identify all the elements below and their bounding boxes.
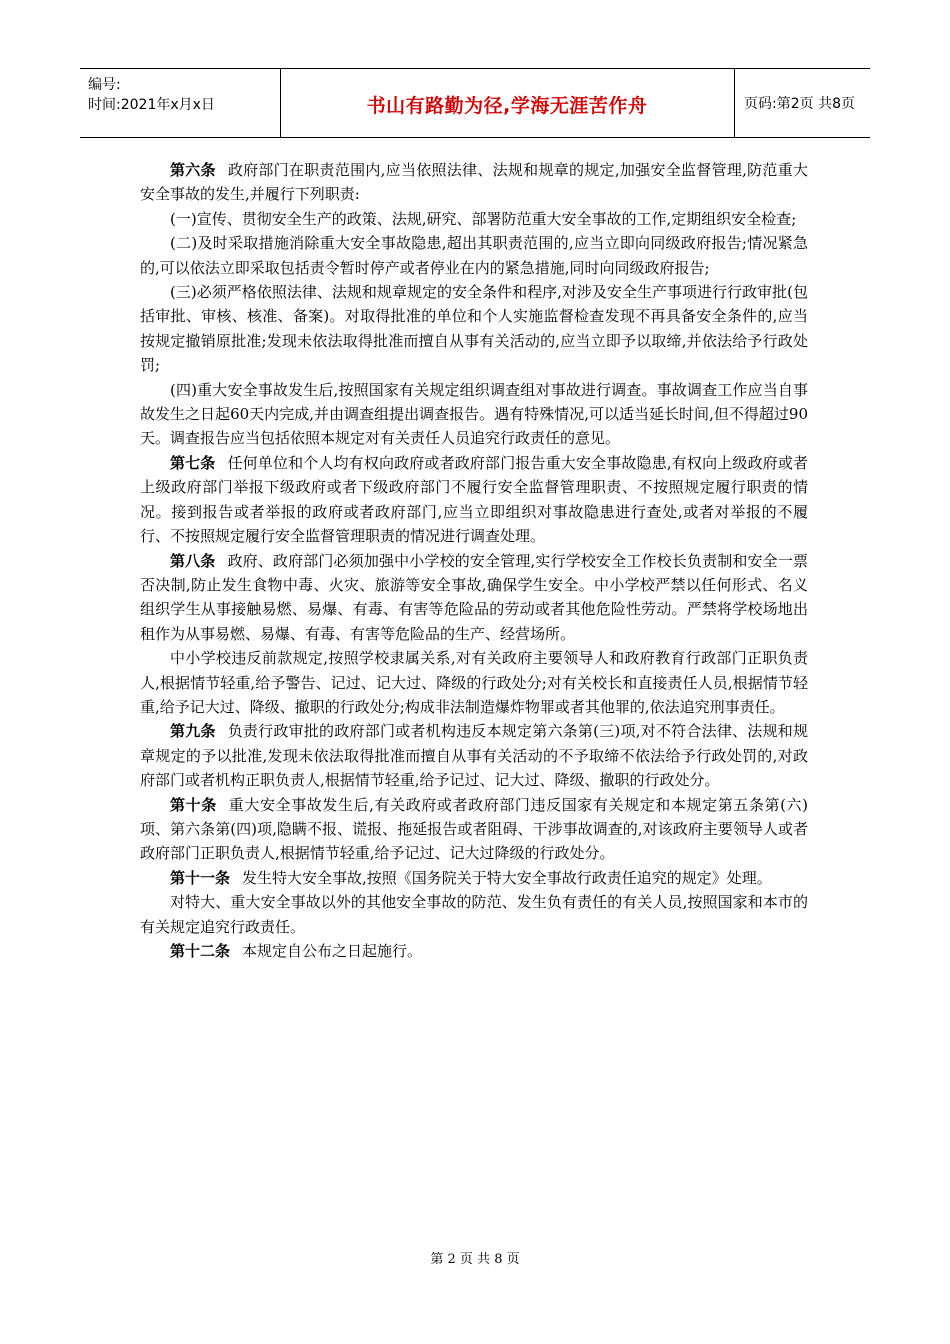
article-paragraph [140,866,808,890]
page-header [80,68,870,138]
article-title: 第六条 [170,161,216,179]
article-text: 中小学校违反前款规定,按照学校隶属关系,对有关政府主要领导人和政府教育行政部门正职负责人,根据情节轻重,给予警告、记过、记大过、降级的行政处分;对有关校长和直接责任人员,根据情节轻重,给予记大过、降级、撤职的行政处分;构成非法制造爆炸物罪或者其他罪的,依法追究刑事责任。 [140,649,808,716]
article-paragraph [140,451,808,549]
article-text: (四)重大安全事故发生后,按照国家有关规定组织调查组对事故进行调查。事故调查工作应当自事故发生之日起60天内完成,并由调查组提出调查报告。遇有特殊情况,可以适当延长时间,但不得超过90天。调查报告应当包括依照本规定对有关责任人员追究行政责任的意见。 [140,380,808,448]
article-paragraph [140,719,808,792]
article-text: (二)及时采取措施消除重大安全事故隐患,超出其职责范围的,应当立即向同级政府报告;情况紧急的,可以依法立即采取包括责令暂时停产或者停业在内的紧急措施,同时向同级政府报告; [140,234,808,277]
article-paragraph [140,231,808,280]
header-motto: 书山有路勤为径,学海无涯苦作舟 [366,95,648,117]
document-number-label: 编号: [88,77,121,93]
article-paragraph [140,158,808,207]
article-title: 第十一条 [170,868,231,887]
article-text: 发生特大安全事故,按照《国务院关于特大安全事故行政责任追究的规定》处理。 [242,868,772,887]
article-text: 负责行政审批的政府部门或者机构违反本规定第六条第(三)项,对不符合法律、法规和规章规定的予以批准,发现未依法取得批准而擅自从事有关活动的不予取缔不依法给予行政处罚的,对政府部门或者机构正职负责人,根据情节轻重,给予记过、记大过、降级、撤职的行政处分。 [140,722,808,790]
article-text: 政府、政府部门必须加强中小学校的安全管理,实行学校安全工作校长负责制和安全一票否决制,防止发生食物中毒、火灾、旅游等安全事故,确保学生安全。中小学校严禁以任何形式、名义组织学生从事接触易燃、易爆、有毒、有害等危险品的劳动或者其他危险性劳动。严禁将学校场地出租作为从事易燃、易爆、有毒、有害等危险品的生产、经营场所。 [140,551,808,643]
document-body [140,158,808,963]
article-text: 本规定自公布之日起施行。 [242,942,423,960]
header-right-cell [736,69,870,137]
article-paragraph [140,646,808,719]
article-title: 第十二条 [170,942,231,960]
article-paragraph [140,378,808,451]
article-paragraph [140,207,808,231]
article-paragraph [140,890,808,939]
article-text: 重大安全事故发生后,有关政府或者政府部门违反国家有关规定和本规定第五条第(六)项、第六条第(四)项,隐瞒不报、谎报、拖延报告或者阻碍、干涉事故调查的,对该政府主要领导人或者政府部门正职负责人,根据情节轻重,给予记过、记大过降级的行政处分。 [140,795,808,863]
article-paragraph [140,280,808,378]
page-footer: 第 2 页 共 8 页 [430,1252,520,1267]
article-title: 第七条 [170,453,216,472]
article-title: 第八条 [170,551,216,570]
header-page-code: 页码:第2页 共8页 [744,96,855,112]
article-text: (三)必须严格依照法律、法规和规章规定的安全条件和程序,对涉及安全生产事项进行行政审批(包括审批、审核、核准、备案)。对取得批准的单位和个人实施监督检查发现不再具备安全条件的,应当按规定撤销原批准;发现未依法取得批准而擅自从事有关活动的,应当立即予以取缔,并依法给予行政处罚; [140,283,808,375]
article-title: 第九条 [170,722,216,741]
article-title: 第十条 [170,795,217,814]
article-text: (一)宣传、贯彻安全生产的政策、法规,研究、部署防范重大安全事故的工作,定期组织安全检查; [170,209,797,228]
article-text: 政府部门在职责范围内,应当依照法律、法规和规章的规定,加强安全监督管理,防范重大安全事故的发生,并履行下列职责: [140,161,808,204]
header-middle-cell [280,69,735,137]
article-paragraph [140,793,808,866]
article-paragraph [140,549,808,647]
header-left-cell [80,69,281,137]
article-text: 对特大、重大安全事故以外的其他安全事故的防范、发生负有责任的有关人员,按照国家和本市的有关规定追究行政责任。 [140,893,808,936]
article-text: 任何单位和个人均有权向政府或者政府部门报告重大安全事故隐患,有权向上级政府或者上级政府部门举报下级政府或者下级政府部门不履行安全监督管理职责、不按照规定履行职责的情况。接到报告或者举报的政府或者政府部门,应当立即组织对事故隐患进行查处,或者对举报的不履行、不按照规定履行安全监督管理职责的情况进行调查处理。 [140,453,808,546]
document-time-label: 时间:2021年x月x日 [88,97,215,113]
article-paragraph [140,939,808,963]
